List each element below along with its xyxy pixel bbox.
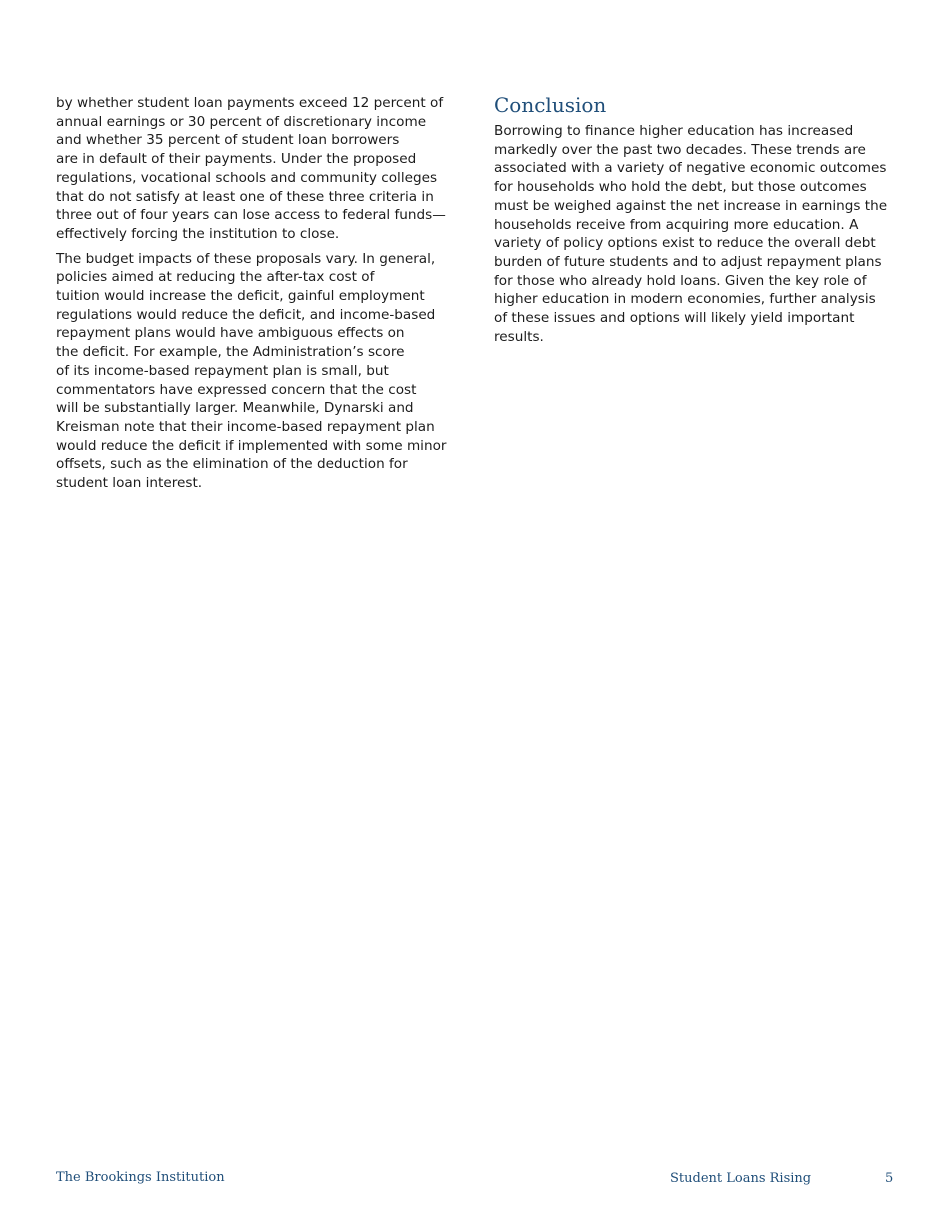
page-number: 5 (885, 1171, 894, 1186)
section-heading: Conclusion (494, 93, 607, 117)
left-column (56, 94, 454, 499)
footer-publisher: The Brookings Institution (56, 1170, 225, 1185)
body-paragraph: The budget impacts of these proposals vary. In general, policies aimed at reducing the after-tax cost of tuition would increase the deficit, gainful employment regulations would reduce the deficit, and income-based repayment plans would have ambiguous effects on the deficit. For example, the Administration’s score of its income-based repayment plan is small, but commentators have expressed concern that the cost will be substantially larger. Meanwhile, Dynarski and Kreisman note that their income-based repayment plan would reduce the deficit if implemented with some minor offsets, such as the elimination of the deduction for student loan interest. (56, 250, 447, 492)
footer-report-title: Student Loans Rising (670, 1171, 812, 1186)
body-paragraph: by whether student loan payments exceed 12 percent of annual earnings or 30 percent of discretionary income and whether 35 percent of student loan borrowers are in default of their payments. Under the proposed regulations, vocational schools and community colleges that do not satisfy at least one of these three criteria in three out of four years can lose access to federal funds— effectively forcing the institution to close. (56, 95, 446, 242)
right-column (494, 92, 894, 352)
body-paragraph: Borrowing to finance higher education has increased markedly over the past two decades. These trends are associated with a variety of negative economic outcomes for households who hold the debt, but those outcomes must be weighed against the net increase in earnings the households receive from acquiring more education. A variety of policy options exist to reduce the overall debt burden of future students and to adjust repayment plans for those who already hold loans. Given the key role of higher education in modern economies, further analysis of these issues and options will likely yield important results. (494, 123, 888, 345)
